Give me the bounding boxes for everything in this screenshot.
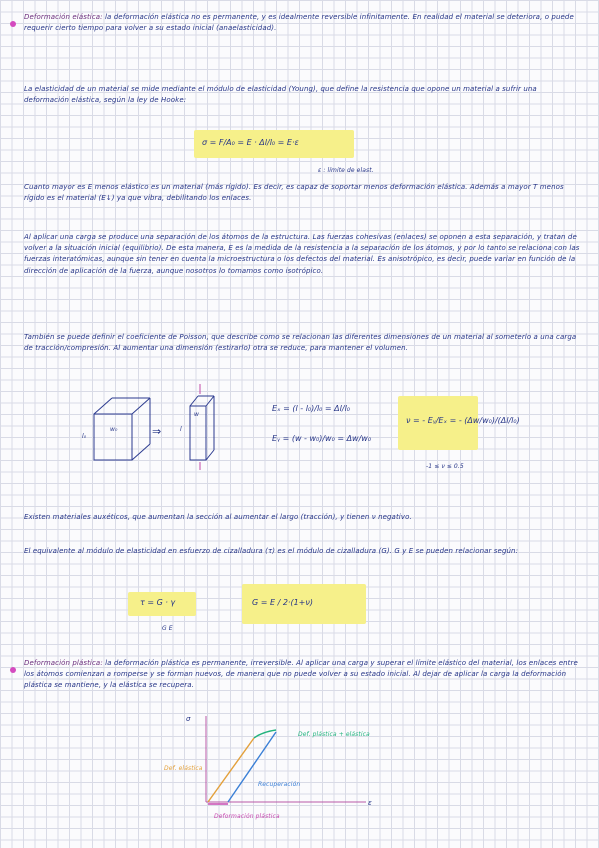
- shear-paragraph: El equivalente al módulo de elasticidad en esfuerzo de cizalladura (τ) es el módulo de cizalladura (G). G y E se pueden relacionar según:: [24, 547, 519, 555]
- y-axis-label: σ: [186, 715, 191, 723]
- plastic-title: Deformación plástica:: [24, 659, 103, 667]
- g-formula: G = E / 2·(1+ν): [252, 598, 313, 607]
- label-l0: l₀: [82, 433, 87, 440]
- aplicar-paragraph: Al aplicar una carga se produce una separación de los átomos de la estructura. Las fuerzas cohesivas (enlaces) se oponen a esta separación, y tratan de volver a la situación inicial (equilibrio). De esta manera, E es la medida de la resistencia a la separación de los átomos, y por lo tanto se relaciona con las fuerzas interatómicas, aunque sin tener en cuenta la microestructura o los defectos del material. Es anisotrópico, es decir, puede variar en función de la dirección de aplicación de la fuerza, aunque nosotros lo tomamos como isotrópico.: [24, 233, 580, 275]
- cuanto-paragraph: Cuanto mayor es E menos elástico es un material (más rígido). Es decir, es capaz de soportar menos deformación elástica. Además a mayor T menos rígido es el material (E↓) ya que vibra, debilitando los enlaces.: [24, 183, 564, 203]
- ex-formula: Eₓ = (l - l₀)/l₀ = Δl/l₀: [272, 404, 350, 413]
- annotation-elastic: Def. elástica: [164, 765, 203, 772]
- transform-arrow: ⇒: [152, 425, 162, 438]
- shear-labels: G E: [162, 625, 173, 632]
- elastic-loading-line: [208, 738, 254, 802]
- x-axis-label: ε: [368, 799, 372, 807]
- plastic-section: [24, 658, 584, 692]
- bullet-dot: [10, 21, 16, 27]
- ey-formula: Eᵧ = (w - w₀)/w₀ = Δw/w₀: [272, 434, 372, 443]
- hooke-note: ε : límite de elast.: [318, 167, 374, 174]
- label-w: w: [194, 411, 200, 418]
- elastic-section: [24, 12, 584, 34]
- shear-formula: τ = G · γ: [140, 598, 176, 607]
- stress-strain-chart: [190, 712, 380, 822]
- nu-formula: ν = - Eᵧ/Eₓ = - (Δw/w₀)/(Δl/l₀): [406, 416, 520, 425]
- label-w0-left: w₀: [110, 426, 118, 433]
- bullet-dot: [10, 667, 16, 673]
- elastic-title: Deformación elástica:: [24, 13, 103, 21]
- annotation-recovery: Recuperación: [258, 781, 301, 788]
- plastic-paragraph: la deformación plástica es permanente, irreversible. Al aplicar una carga y superar el límite elástico del material, los enlaces entre los átomos comienzan a romperse y se forman nuevos, de manera que no puede volver a su estado inicial. Al dejar de aplicar la carga la deformación plástica se mantiene, y la elástica se recupera.: [24, 659, 578, 690]
- hooke-formula: σ = F/A₀ = E · Δl/l₀ = E·ε: [202, 138, 299, 147]
- annotation-plastic-elastic: Def. plástica + elástica: [298, 731, 370, 738]
- poisson-paragraph: También se puede definir el coeficiente de Poisson, que describe como se relacionan las diferentes dimensiones de un material al someterlo a una carga de tracción/compresión. Al aumentar una dimensión (estirarlo) otra se reduce, para mantener el volumen.: [24, 333, 577, 353]
- nu-range: -1 ≤ ν ≤ 0.5: [426, 463, 464, 470]
- annotation-plastic-deformation: Deformación plástica: [214, 813, 280, 820]
- label-l: l: [180, 426, 182, 433]
- auxetic-paragraph: Existen materiales auxéticos, que aumentan la sección al aumentar el largo (tracción), y tienen ν negativo.: [24, 513, 412, 521]
- hooke-paragraph: La elasticidad de un material se mide mediante el módulo de elasticidad (Young), que define la resistencia que opone un material a sufrir una deformación elástica, según la ley de Hooke:: [24, 85, 537, 105]
- recovery-line: [228, 732, 276, 802]
- elastic-paragraph: la deformación elástica no es permanente, y es idealmente reversible infinitamente. En realidad el material se deteriora, o puede requerir cierto tiempo para volver a su estado inicial (anaelasticidad).: [24, 13, 574, 33]
